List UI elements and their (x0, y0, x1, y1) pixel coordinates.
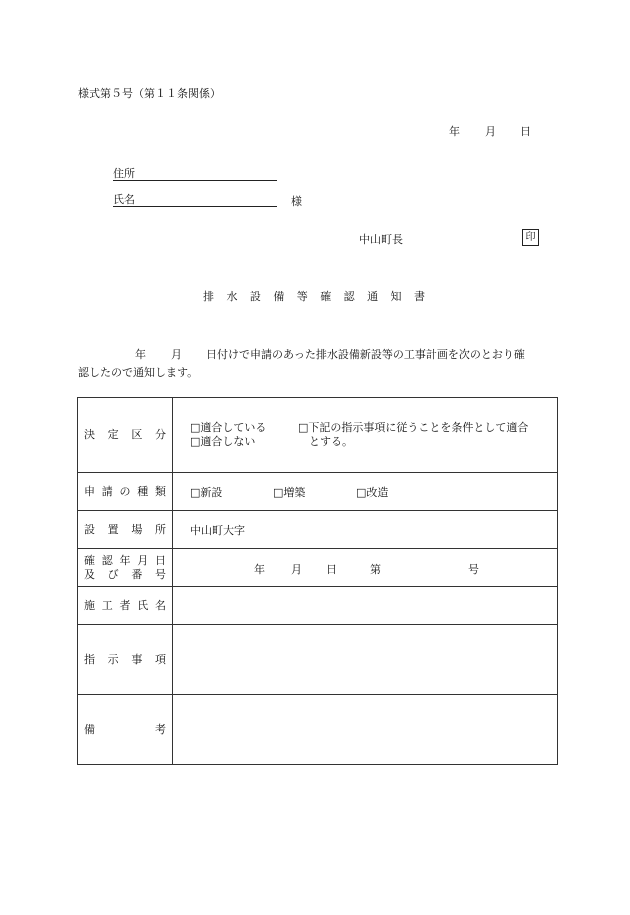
confirm-no-suffix: 号 (468, 562, 479, 576)
contractor-label: 施 工 者 氏 名 (78, 587, 173, 625)
title-char: 水 (226, 290, 238, 303)
seal-mark: 印 (522, 229, 539, 246)
confirmation-table (77, 397, 558, 765)
form-number: 様式第５号（第１１条関係） (78, 87, 221, 100)
body-paragraph (78, 346, 556, 382)
title-char: 通 (367, 290, 379, 303)
checkbox-extension[interactable]: □増築 (273, 485, 306, 499)
document-title (203, 288, 425, 304)
title-char: 等 (296, 290, 308, 303)
body-line-2: 認したので通知します。 (78, 366, 199, 379)
checkbox-new[interactable]: □新設 (190, 485, 223, 499)
checkbox-renovation[interactable]: □改造 (356, 485, 389, 499)
confirm-year: 年 (254, 562, 265, 576)
instructions-value[interactable] (173, 625, 558, 695)
confirm-label: 確 認 年 月 日 及 び 番 号 (78, 549, 173, 587)
row-location (78, 511, 558, 549)
name-field (113, 191, 277, 207)
location-label: 設 置 場 所 (78, 511, 173, 549)
row-confirmation-date (78, 549, 558, 587)
confirm-month: 月 (291, 562, 302, 576)
address-label: 住所 (113, 167, 135, 180)
address-field (113, 165, 277, 181)
title-char: 排 (203, 290, 214, 303)
option-conforming[interactable]: □適合している (190, 421, 267, 434)
title-char: 知 (390, 290, 402, 303)
body-line-1 (78, 346, 556, 364)
title-char: 設 (249, 290, 261, 303)
name-label: 氏名 (113, 193, 135, 206)
decision-label: 決 定 区 分 (78, 398, 173, 473)
date-day: 日 (520, 125, 531, 138)
option-nonconforming[interactable]: □適合しない (190, 435, 256, 448)
body-line1-rest: 日付けで申請のあった排水設備新設等の工事計画を次のとおり確 (206, 348, 525, 361)
confirm-value[interactable] (173, 549, 558, 587)
title-char: 備 (273, 290, 285, 303)
app-type-value (173, 473, 558, 511)
option-conditional[interactable]: □下記の指示事項に従うことを条件として適合 (298, 421, 529, 434)
instructions-label: 指 示 事 項 (78, 625, 173, 695)
row-contractor (78, 587, 558, 625)
confirm-no-prefix: 第 (370, 562, 381, 576)
location-value[interactable]: 中山町大字 (173, 511, 558, 549)
app-type-label: 申 請 の 種 類 (78, 473, 173, 511)
title-char: 認 (343, 290, 355, 303)
option-conditional-cont: とする。 (309, 435, 353, 448)
title-char: 書 (413, 290, 425, 303)
body-month: 月 (171, 348, 182, 361)
date-year: 年 (449, 125, 460, 138)
issuer-title: 中山町長 (359, 233, 403, 246)
remarks-value[interactable] (173, 695, 558, 765)
row-instructions (78, 625, 558, 695)
row-application-type (78, 473, 558, 511)
row-decision (78, 398, 558, 473)
title-char: 確 (320, 290, 332, 303)
confirm-day: 日 (326, 562, 337, 576)
honorific: 様 (291, 195, 302, 208)
body-year: 年 (135, 348, 146, 361)
decision-value (173, 398, 558, 473)
row-remarks (78, 695, 558, 765)
remarks-label: 備 考 (78, 695, 173, 765)
date-month: 月 (485, 125, 496, 138)
contractor-value[interactable] (173, 587, 558, 625)
